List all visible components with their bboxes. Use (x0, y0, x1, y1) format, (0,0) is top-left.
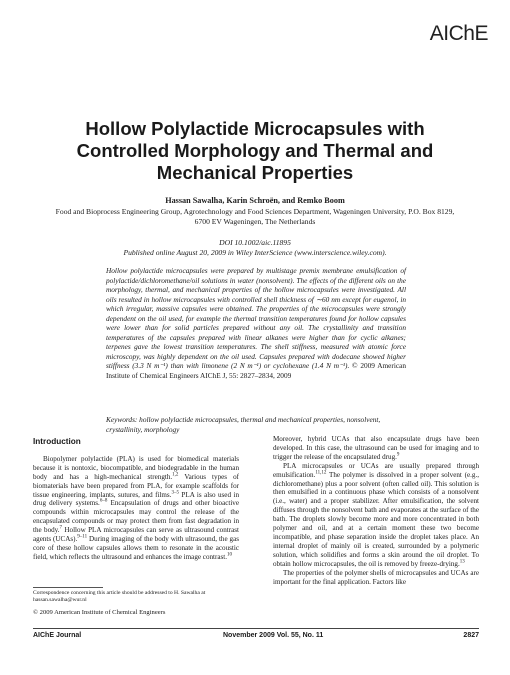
body-text: PLA is also used in drug delivery systems. (33, 490, 239, 508)
abstract (106, 266, 406, 381)
article-authors: Hassan Sawalha, Karin Schroën, and Remko Boom (165, 196, 345, 205)
citation: 1,2 (172, 472, 179, 478)
citation: 6–8 (99, 499, 108, 505)
body-text: The polymer is dissolved in a proper solvent (e.g., dichloromethane) plus a poor solvent (often called oil). This solution is then emulsified in a continuous phase which consists of a nonsolvent (i.e., water) and a proper stabilizer. After emulsification, the solvent diffuses through the nonsolvent bath and evaporates at the surface of the bath. The droplets slowly become more and more concentrated in both polymer and oil, and at a certain moment these two become incompatible, and phase separation inside the droplet takes place. An internal droplet of mainly oil is created, surrounded by a polymeric solution, which solidifies and forms a skin around the oil droplet. To obtain hollow microcapsules, the oil is removed by freeze-drying. (273, 470, 479, 568)
right-column (273, 435, 479, 586)
published-line: Published online August 20, 2009 in Wiley InterScience (www.interscience.wiley.com). (123, 247, 387, 257)
doi-line: DOI 10.1002/aic.11895 (219, 238, 291, 247)
citation: 9–11 (77, 534, 88, 540)
footer-rule (33, 628, 479, 629)
aiche-logo: AIChE (429, 22, 488, 45)
body-text: The properties of the polymer shells of microcapsules and UCAs are important for the final application. Factors like (273, 568, 479, 586)
body-text: During imaging of the body with ultrasound, the gas core of these hollow capsules allows them to resonate in the acoustic field, which reflects the ultrasound and enhances the image contrast. (33, 535, 239, 561)
citation: 7 (59, 525, 63, 531)
body-text: PLA microcapsules or UCAs are usually prepared through emulsification. (273, 461, 479, 479)
footnote-rule (33, 587, 103, 588)
body-text: Moreover, hybrid UCAs that also encapsulate drugs have been developed. In this case, the ultrasound can be used for imaging and to trigger the release of the encapsulated drug. (273, 435, 479, 461)
copyright-note: © 2009 American Institute of Chemical Engineers (33, 609, 166, 616)
footer-issue: November 2009 Vol. 55, No. 11 (223, 632, 324, 639)
citation: 9 (396, 452, 400, 458)
body-text: Biopolymer polylactide (PLA) is used for biomedical materials because it is nontoxic, biocompatible, and biodegradable in the human body and has a high-mechanical strength. (33, 454, 239, 481)
section-heading-introduction: Introduction (33, 437, 81, 446)
abstract-text: Hollow polylactide microcapsules were prepared by multistage premix membrane emulsification of polylactide/dichloromethane/oil solutions in water (nonsolvent). The effects of the different oils on the morphology, thermal, and mechanical properties of the hollow microcapsules were investigated. All oils resulted in hollow microcapsules with controlled shell thickness of ∼60 nm except for eugenol, in which irregular, massive capsules were obtained. The properties of the microcapsules were strongly dependent on the oil used, for example the thermal transition temperatures found for hollow capsules were lower than for solid particles prepared without any oil. The crystallinity and transition temperatures of the capsules prepared with linear alkanes were higher than for cyclic alkanes; terpenes gave the lowest transition temperatures. The shell stiffness, measured with atomic force microscopy, was highly dependent on the oil used. Capsules prepared with dodecane showed higher stiffness (3.3 N m⁻¹) than with limonene (2 N m⁻¹) or cyclohexane (1.4 N m⁻¹). (106, 266, 406, 371)
citation: 3–5 (171, 490, 179, 496)
abstract-copyright: © 2009 American Institute of Chemical Engineers AIChE J, 55: 2827–2834, 2009 (106, 361, 406, 381)
citation: 10 (227, 552, 233, 558)
body-text: Various types of biomaterials have been prepared from PLA, for example scaffolds for tissue engineering, implants, sutures, and films. (33, 472, 239, 499)
body-paragraph (273, 462, 479, 569)
correspondence-note: Correspondence concerning this article should be addressed to H. Sawalha at hassan.sawalha@wur.nl (33, 590, 206, 603)
intro-paragraph (33, 455, 239, 562)
article-title: Hollow Polylactide Microcapsules with Controlled Morphology and Thermal and Mechanical Properties (76, 118, 434, 183)
body-paragraph (273, 435, 479, 462)
citation: 11,12 (315, 470, 327, 476)
body-text: Hollow PLA microcapsules can serve as ultrasound contrast agents (UCAs). (33, 526, 239, 544)
doi-block (40, 238, 470, 257)
body-text: Encapsulation of drugs and other bioactive compounds within microcapsules may control the release of the encapsulated compounds or may protect them from fast degradation in the body. (33, 499, 239, 535)
footer-journal: AIChE Journal (33, 632, 82, 639)
author-affiliation: Food and Bioprocess Engineering Group, Agrotechnology and Food Sciences Department, Wageningen University, P.O. Box 8129, 6700 EV Wageningen, The Netherlands (55, 207, 455, 226)
keywords: Keywords: hollow polylactide microcapsules, thermal and mechanical properties, nonsolvent, crystallinity, morphology (106, 415, 381, 434)
citation: 13 (459, 559, 465, 565)
page-number: 2827 (463, 632, 479, 639)
body-paragraph (273, 569, 479, 587)
left-column (33, 438, 239, 562)
